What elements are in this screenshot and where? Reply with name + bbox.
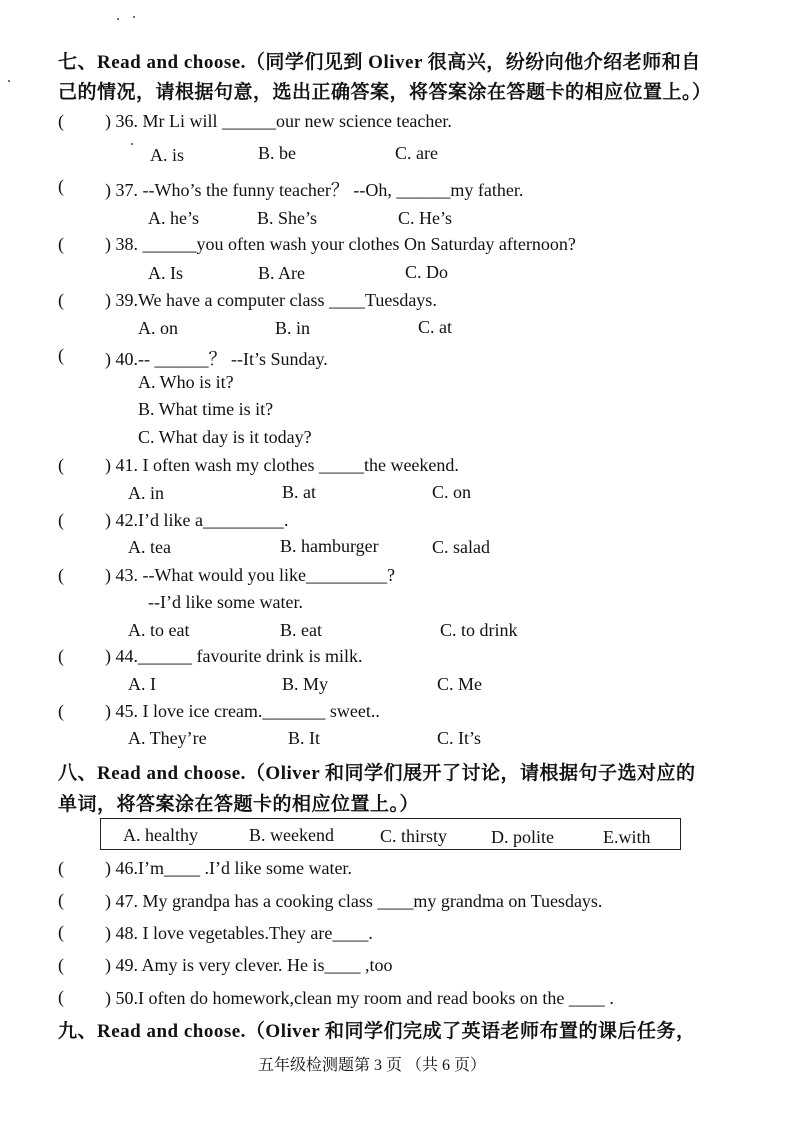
q45-option-b: B. It [288, 728, 321, 748]
q38-option-a: A. Is [148, 263, 183, 283]
q37-option-b: B. She’s [257, 208, 318, 228]
question-40: ) 40.-- ______？ --It’s Sunday. [105, 349, 328, 369]
question-49: ) 49. Amy is very clever. He is____ ,too [105, 955, 393, 975]
section-9-heading-line1: 九、Read and choose.（Oliver 和同学们完成了英语老师布置的课后任务， [58, 1021, 696, 1042]
q41-option-c: C. on [432, 482, 472, 502]
q43-option-b: B. eat [280, 620, 322, 640]
q36-option-b: B. be [258, 143, 296, 163]
answer-paren: ( [58, 922, 64, 942]
q36-option-a: A. is [150, 145, 185, 165]
question-38: ) 38. ______you often wash your clothes On Saturday afternoon? [105, 234, 576, 254]
q38-option-c: C. Do [405, 262, 449, 282]
question-44: ) 44.______ favourite drink is milk. [105, 646, 363, 666]
q43-option-c: C. to drink [440, 620, 518, 640]
answer-paren: ( [58, 565, 64, 585]
q39-option-c: C. at [418, 317, 452, 337]
word-bank-b: B. weekend [249, 825, 334, 845]
section-8-heading-line2: 单词，将答案涂在答题卡的相应位置上。） [58, 794, 420, 815]
q45-option-c: C. It’s [437, 728, 482, 748]
answer-paren: ( [58, 345, 64, 365]
answer-paren: ( [58, 987, 64, 1007]
word-bank-d: D. polite [491, 827, 554, 847]
question-42: ) 42.I’d like a_________. [105, 510, 289, 530]
answer-paren: ( [58, 646, 64, 666]
question-46: ) 46.I’m____ .I’d like some water. [105, 858, 352, 878]
section-8-heading-line1: 八、Read and choose.（Oliver 和同学们展开了讨论，请根据句子选对应的 [58, 763, 696, 784]
question-48: ) 48. I love vegetables.They are____. [105, 923, 373, 943]
answer-paren: ( [58, 455, 64, 475]
q42-option-c: C. salad [432, 537, 490, 557]
q39-option-a: A. on [138, 318, 178, 338]
q38-option-b: B. Are [258, 263, 305, 283]
question-36: ) 36. Mr Li will ______our new science teacher. [105, 111, 452, 131]
question-43: ) 43. --What would you like_________? [105, 565, 395, 585]
q40-option-b: B. What time is it? [138, 399, 274, 419]
scan-speck [117, 18, 119, 20]
q45-option-a: A. They’re [128, 728, 207, 748]
q37-option-a: A. he’s [148, 208, 199, 228]
answer-paren: ( [58, 510, 64, 530]
section-7-heading-line1: 七、Read and choose.（同学们见到 Oliver 很高兴，纷纷向他介绍老师和自 [58, 52, 701, 73]
question-47: ) 47. My grandpa has a cooking class ____my grandma on Tuesdays. [105, 891, 603, 911]
scan-speck [8, 80, 10, 82]
answer-paren: ( [58, 111, 64, 131]
question-50: ) 50.I often do homework,clean my room and read books on the ____ . [105, 988, 614, 1008]
word-bank-a: A. healthy [123, 825, 198, 845]
q36-option-c: C. are [395, 143, 438, 163]
word-bank-e: E.with [603, 827, 651, 847]
page-footer: 五年级检测题第 3 页 （共 6 页） [258, 1057, 487, 1074]
question-43-reply: --I’d like some water. [148, 592, 303, 612]
q37-option-c: C. He’s [398, 208, 452, 228]
q43-option-a: A. to eat [128, 620, 190, 640]
question-37: ) 37. --Who’s the funny teacher？ --Oh, ______my father. [105, 180, 524, 200]
answer-paren: ( [58, 234, 64, 254]
word-bank-c: C. thirsty [380, 826, 448, 846]
answer-paren: ( [58, 858, 64, 878]
answer-paren: ( [58, 290, 64, 310]
q40-option-c: C. What day is it today? [138, 427, 312, 447]
answer-paren: ( [58, 701, 64, 721]
q41-option-b: B. at [282, 482, 316, 502]
q39-option-b: B. in [275, 318, 311, 338]
q41-option-a: A. in [128, 483, 164, 503]
scan-speck [131, 143, 133, 145]
q44-option-b: B. My [282, 674, 329, 694]
section-7-heading-line2: 己的情况，请根据句意，选出正确答案，将答案涂在答题卡的相应位置上。） [58, 82, 712, 103]
answer-paren: ( [58, 890, 64, 910]
answer-paren: ( [58, 955, 64, 975]
answer-paren: ( [58, 176, 64, 196]
question-41: ) 41. I often wash my clothes _____the weekend. [105, 455, 459, 475]
q40-option-a: A. Who is it? [138, 372, 234, 392]
q42-option-b: B. hamburger [280, 536, 379, 556]
scan-speck [133, 16, 135, 18]
q42-option-a: A. tea [128, 537, 171, 557]
question-39: ) 39.We have a computer class ____Tuesdays. [105, 290, 437, 310]
question-45: ) 45. I love ice cream._______ sweet.. [105, 701, 380, 721]
q44-option-a: A. I [128, 674, 156, 694]
q44-option-c: C. Me [437, 674, 482, 694]
